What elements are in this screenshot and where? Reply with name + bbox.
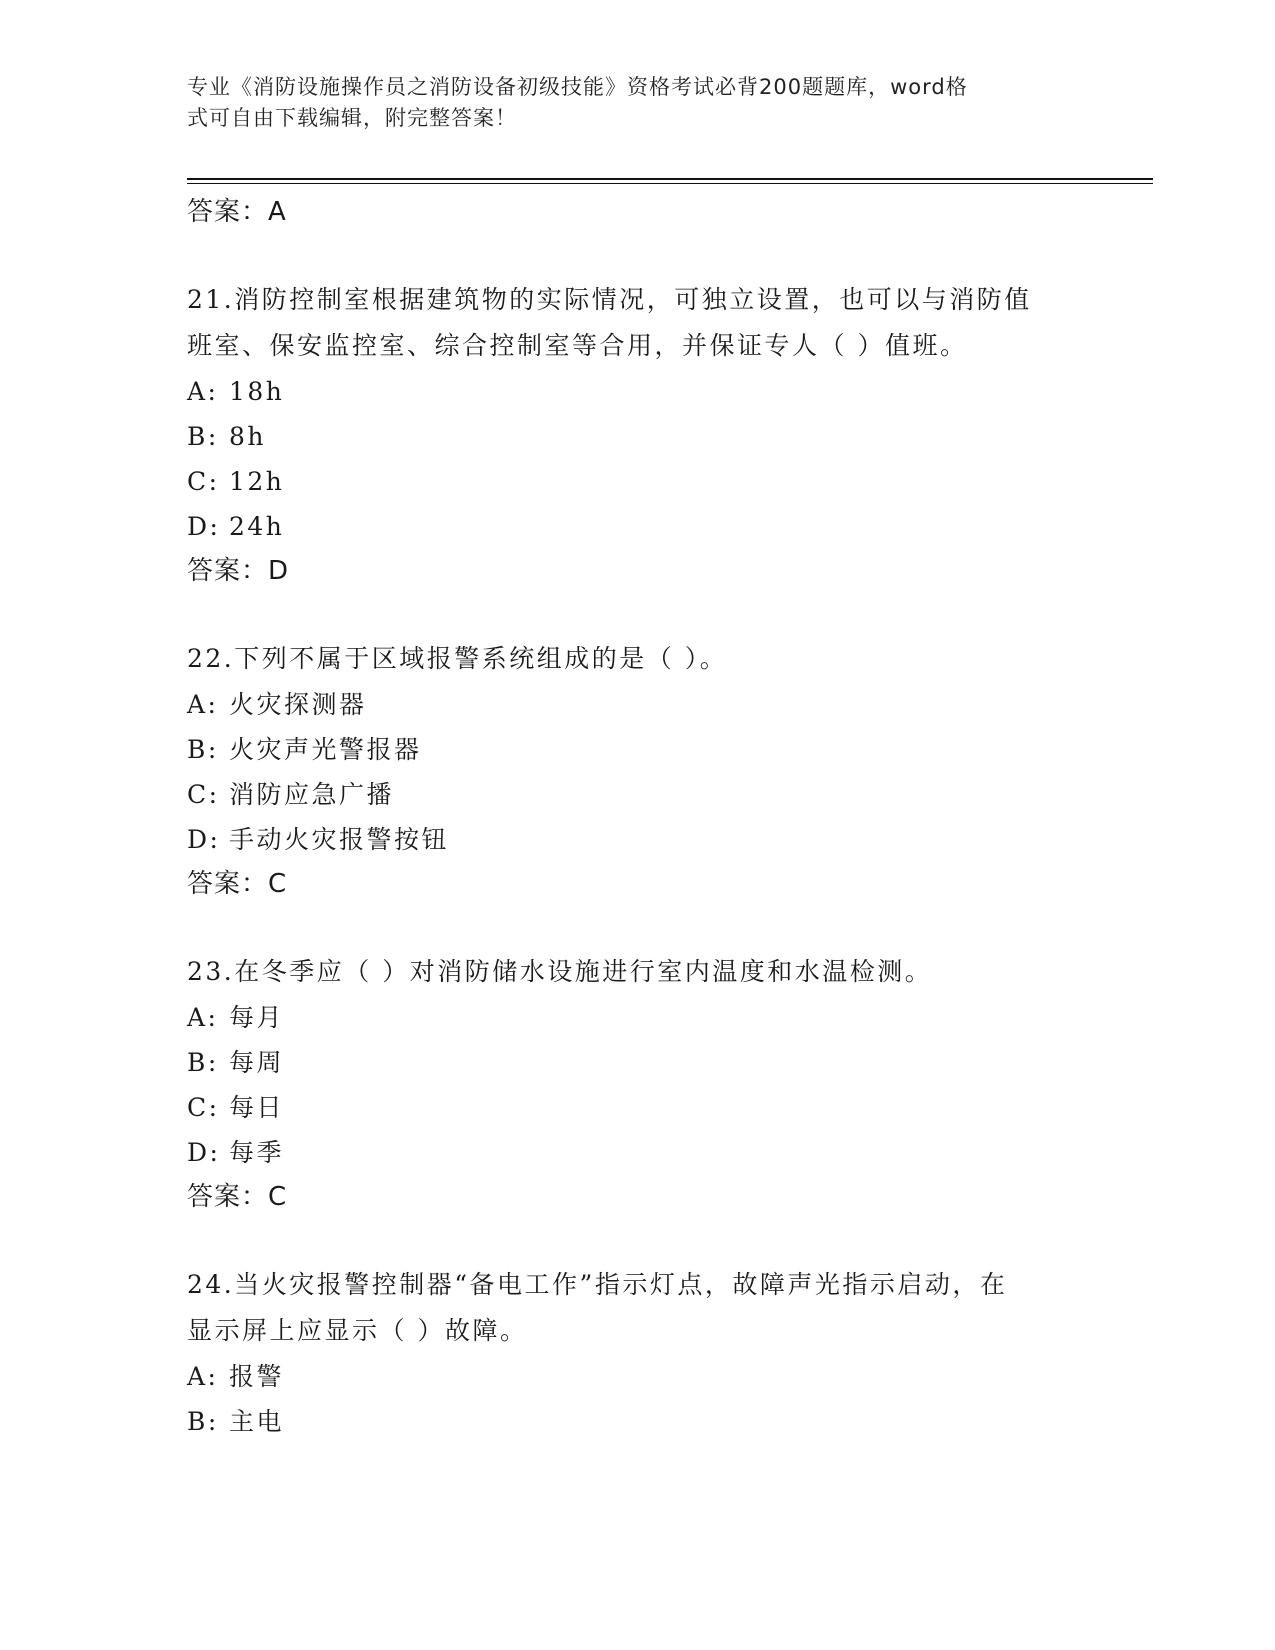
option-text: 24h — [229, 512, 285, 541]
option-label: C: — [187, 780, 220, 809]
question-text: 23.在冬季应（ ）对消防储水设施进行室内温度和水温检测。 — [187, 957, 933, 986]
question-list — [187, 190, 1087, 1444]
option-b — [187, 414, 1087, 459]
option-text: 8h — [229, 422, 267, 451]
option-label: D: — [187, 512, 221, 541]
question-24 — [187, 1262, 1087, 1444]
question-text: 22.下列不属于区域报警系统组成的是（ ）。 — [187, 644, 728, 673]
answer: 答案：C — [187, 869, 288, 899]
header-line-1: 专业《消防设施操作员之消防设备初级技能》资格考试必背200题题库，word格 — [187, 75, 968, 99]
question-23 — [187, 949, 1087, 1220]
option-a — [187, 1354, 1087, 1399]
option-label: A: — [187, 377, 219, 406]
option-b — [187, 1399, 1087, 1444]
option-label: A: — [187, 690, 219, 719]
option-text: 每季 — [229, 1138, 285, 1167]
option-text: 手动火灾报警按钮 — [229, 825, 450, 854]
option-c — [187, 772, 1087, 817]
option-d — [187, 504, 1087, 549]
document-header — [187, 72, 1067, 134]
option-a — [187, 369, 1087, 414]
option-c — [187, 1085, 1087, 1130]
header-rule-thin — [187, 183, 1153, 184]
header-line-2: 式可自由下载编辑，附完整答案！ — [187, 106, 517, 130]
question-text: 21.消防控制室根据建筑物的实际情况，可独立设置，也可以与消防值 — [187, 285, 1032, 314]
option-label: D: — [187, 825, 221, 854]
option-label: B: — [187, 1407, 219, 1436]
option-label: B: — [187, 422, 219, 451]
option-text: 18h — [229, 377, 285, 406]
option-text: 每周 — [229, 1048, 285, 1077]
option-label: A: — [187, 1362, 219, 1391]
option-text: 12h — [229, 467, 285, 496]
option-label: B: — [187, 735, 219, 764]
question-text: 24.当火灾报警控制器“备电工作”指示灯点，故障声光指示启动，在 — [187, 1270, 1008, 1299]
option-text: 消防应急广播 — [229, 780, 395, 809]
previous-answer: 答案：A — [187, 197, 287, 227]
option-a — [187, 682, 1087, 727]
option-a — [187, 995, 1087, 1040]
question-text: 班室、保安监控室、综合控制室等合用，并保证专人（ ）值班。 — [187, 331, 968, 360]
option-text: 每日 — [229, 1093, 285, 1122]
option-text: 报警 — [229, 1362, 285, 1391]
question-text: 显示屏上应显示（ ）故障。 — [187, 1316, 528, 1345]
question-21 — [187, 277, 1087, 594]
option-label: B: — [187, 1048, 219, 1077]
option-b — [187, 727, 1087, 772]
option-d — [187, 817, 1087, 862]
header-rule-thick — [187, 178, 1153, 180]
option-label: D: — [187, 1138, 221, 1167]
answer: 答案：C — [187, 1182, 288, 1212]
option-text: 每月 — [229, 1003, 285, 1032]
option-c — [187, 459, 1087, 504]
option-b — [187, 1040, 1087, 1085]
option-text: 火灾探测器 — [229, 690, 367, 719]
option-text: 火灾声光警报器 — [229, 735, 422, 764]
option-text: 主电 — [229, 1407, 285, 1436]
option-d — [187, 1130, 1087, 1175]
answer: 答案：D — [187, 556, 290, 586]
question-22 — [187, 636, 1087, 907]
option-label: C: — [187, 1093, 220, 1122]
option-label: A: — [187, 1003, 219, 1032]
option-label: C: — [187, 467, 220, 496]
